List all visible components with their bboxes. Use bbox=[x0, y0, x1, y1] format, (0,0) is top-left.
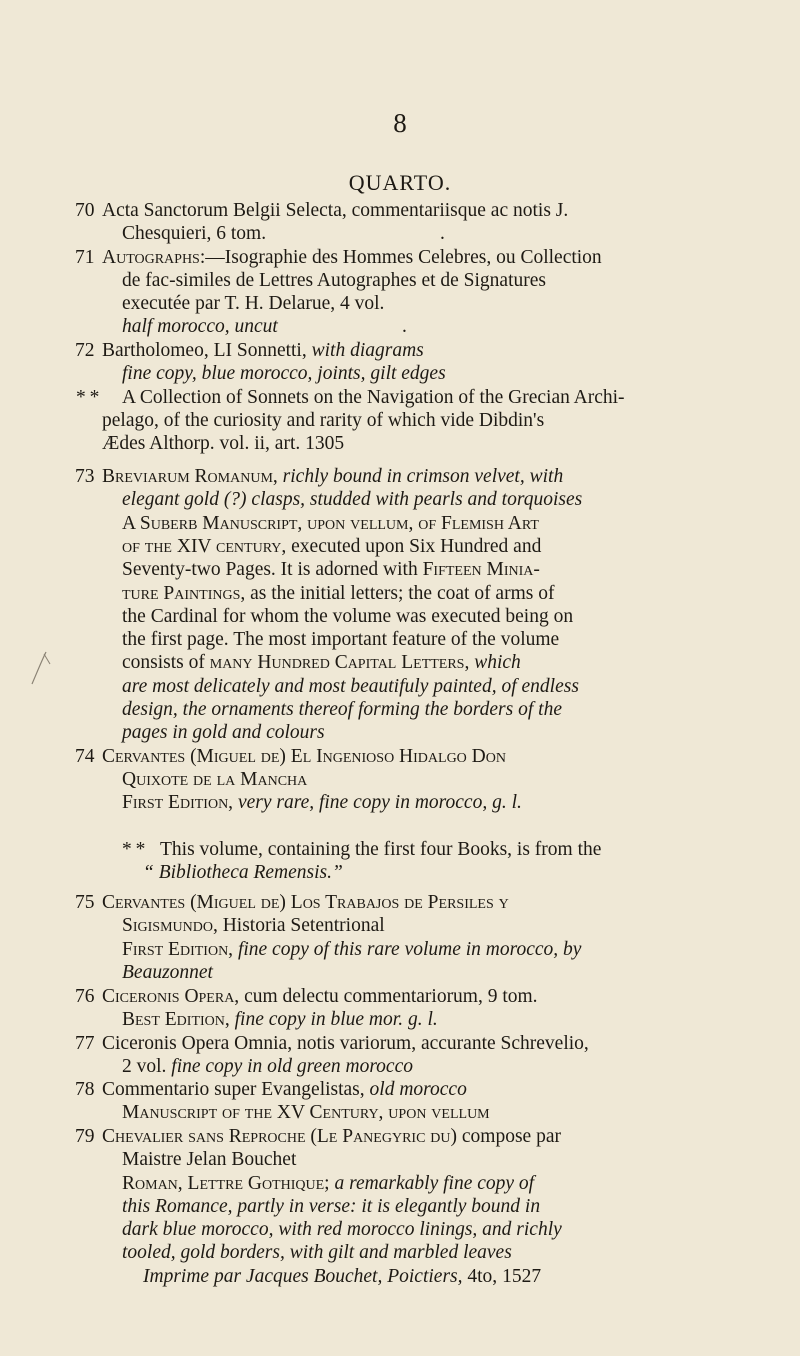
entry-title: Ciceronis Opera, cum delectu commentariorum, 9 tom. bbox=[102, 986, 538, 1007]
entry-detail: Manuscript of the XV Century, upon vellum bbox=[122, 1102, 490, 1123]
entry-detail: Chesquieri, 6 tom. bbox=[122, 223, 267, 244]
entry-title: Acta Sanctorum Belgii Selecta, commentariisque ac notis J. bbox=[102, 200, 569, 221]
entry-detail: Seventy-two Pages. It is adorned with Fifteen Minia- bbox=[122, 559, 540, 580]
entry-title: Cervantes (Miguel de) Los Trabajos de Persiles y bbox=[102, 892, 509, 913]
entry-title: Maistre Jelan Bouchet bbox=[122, 1149, 297, 1170]
entry-title: Bartholomeo, LI Sonnetti, with diagrams bbox=[102, 340, 424, 361]
entry-binding: Roman, Lettre Gothique; a remarkably fine copy of bbox=[122, 1173, 535, 1194]
entry-imprint: Imprime par Jacques Bouchet, Poictiers, 4to, 1527 bbox=[143, 1266, 542, 1287]
entry-number: 70 bbox=[75, 200, 95, 221]
entry-detail: consists of many Hundred Capital Letters, which bbox=[122, 652, 521, 673]
entry-binding: tooled, gold borders, with gilt and marbled leaves bbox=[122, 1242, 512, 1263]
entry-note: Ædes Althorp. vol. ii, art. 1305 bbox=[102, 433, 345, 454]
entry-number: 72 bbox=[75, 340, 95, 361]
entry-title: Chevalier sans Reproche (Le Panegyric du) compose par bbox=[102, 1126, 561, 1147]
entry-detail: A Suberb Manuscript, upon vellum, of Flemish Art bbox=[122, 513, 539, 534]
entry-title: Sigismundo, Historia Setentrional bbox=[122, 915, 385, 936]
entry-binder: Beauzonnet bbox=[122, 962, 213, 983]
pencil-margin-mark-icon bbox=[30, 650, 52, 690]
entry-detail: the Cardinal for whom the volume was executed being on bbox=[122, 606, 574, 627]
entry-binding: 2 vol. fine copy in old green morocco bbox=[122, 1056, 413, 1077]
entry-binding: half morocco, uncut bbox=[122, 316, 278, 337]
entry-detail: design, the ornaments thereof forming the borders of the bbox=[122, 699, 562, 720]
leader-dot: . bbox=[440, 223, 445, 244]
entry-binding: elegant gold (?) clasps, studded with pearls and torquoises bbox=[122, 489, 583, 510]
entry-number: 78 bbox=[75, 1079, 95, 1100]
entry-detail: executée par T. H. Delarue, 4 vol. bbox=[122, 293, 385, 314]
entry-detail: de fac-similes de Lettres Autographes et de Signatures bbox=[122, 270, 546, 291]
entry-binding: Best Edition, fine copy in blue mor. g. l. bbox=[122, 1009, 438, 1030]
leader-dot: . bbox=[402, 316, 407, 337]
entry-binding: First Edition, fine copy of this rare volume in morocco, by bbox=[122, 939, 582, 960]
entry-detail: the first page. The most important feature of the volume bbox=[122, 629, 560, 650]
entry-number: 71 bbox=[75, 247, 95, 268]
entry-number: 79 bbox=[75, 1126, 95, 1147]
entry-title: Autographs:—Isographie des Hommes Celebres, ou Collection bbox=[102, 247, 602, 268]
entry-title: Ciceronis Opera Omnia, notis variorum, accurante Schrevelio, bbox=[102, 1033, 589, 1054]
entry-number: 75 bbox=[75, 892, 95, 913]
entry-binding: dark blue morocco, with red morocco linings, and richly bbox=[122, 1219, 562, 1240]
entry-number: 77 bbox=[75, 1033, 95, 1054]
entry-detail: are most delicately and most beautifuly painted, of endless bbox=[122, 676, 579, 697]
entry-binding: First Edition, very rare, fine copy in morocco, g. l. bbox=[122, 792, 522, 813]
entry-title: Cervantes (Miguel de) El Ingenioso Hidalgo Don bbox=[102, 746, 506, 767]
asterism-icon: * * bbox=[76, 387, 100, 408]
entry-note: pelago, of the curiosity and rarity of which vide Dibdin's bbox=[102, 410, 545, 431]
entry-note: A Collection of Sonnets on the Navigation of the Grecian Archi- bbox=[122, 387, 625, 408]
entry-binding: this Romance, partly in verse: it is elegantly bound in bbox=[122, 1196, 541, 1217]
entry-detail: pages in gold and colours bbox=[122, 722, 325, 743]
page-heading: QUARTO. bbox=[348, 170, 452, 195]
entry-number: 74 bbox=[75, 746, 95, 767]
entry-note: “ Bibliotheca Remensis.” bbox=[143, 862, 343, 883]
entry-number: 73 bbox=[75, 466, 95, 487]
page-number: 8 bbox=[393, 108, 407, 138]
entry-number: 76 bbox=[75, 986, 95, 1007]
entry-detail: ture Paintings, as the initial letters; the coat of arms of bbox=[122, 583, 555, 604]
entry-binding: fine copy, blue morocco, joints, gilt edges bbox=[122, 363, 446, 384]
asterism-icon: * * bbox=[122, 839, 146, 860]
entry-detail: of the XIV century, executed upon Six Hundred and bbox=[122, 536, 542, 557]
entry-note: This volume, containing the first four Books, is from the bbox=[160, 839, 602, 860]
entry-title: Breviarum Romanum, richly bound in crimson velvet, with bbox=[102, 466, 564, 487]
entry-title: Quixote de la Mancha bbox=[122, 769, 308, 790]
entry-title: Commentario super Evangelistas, old morocco bbox=[102, 1079, 467, 1100]
